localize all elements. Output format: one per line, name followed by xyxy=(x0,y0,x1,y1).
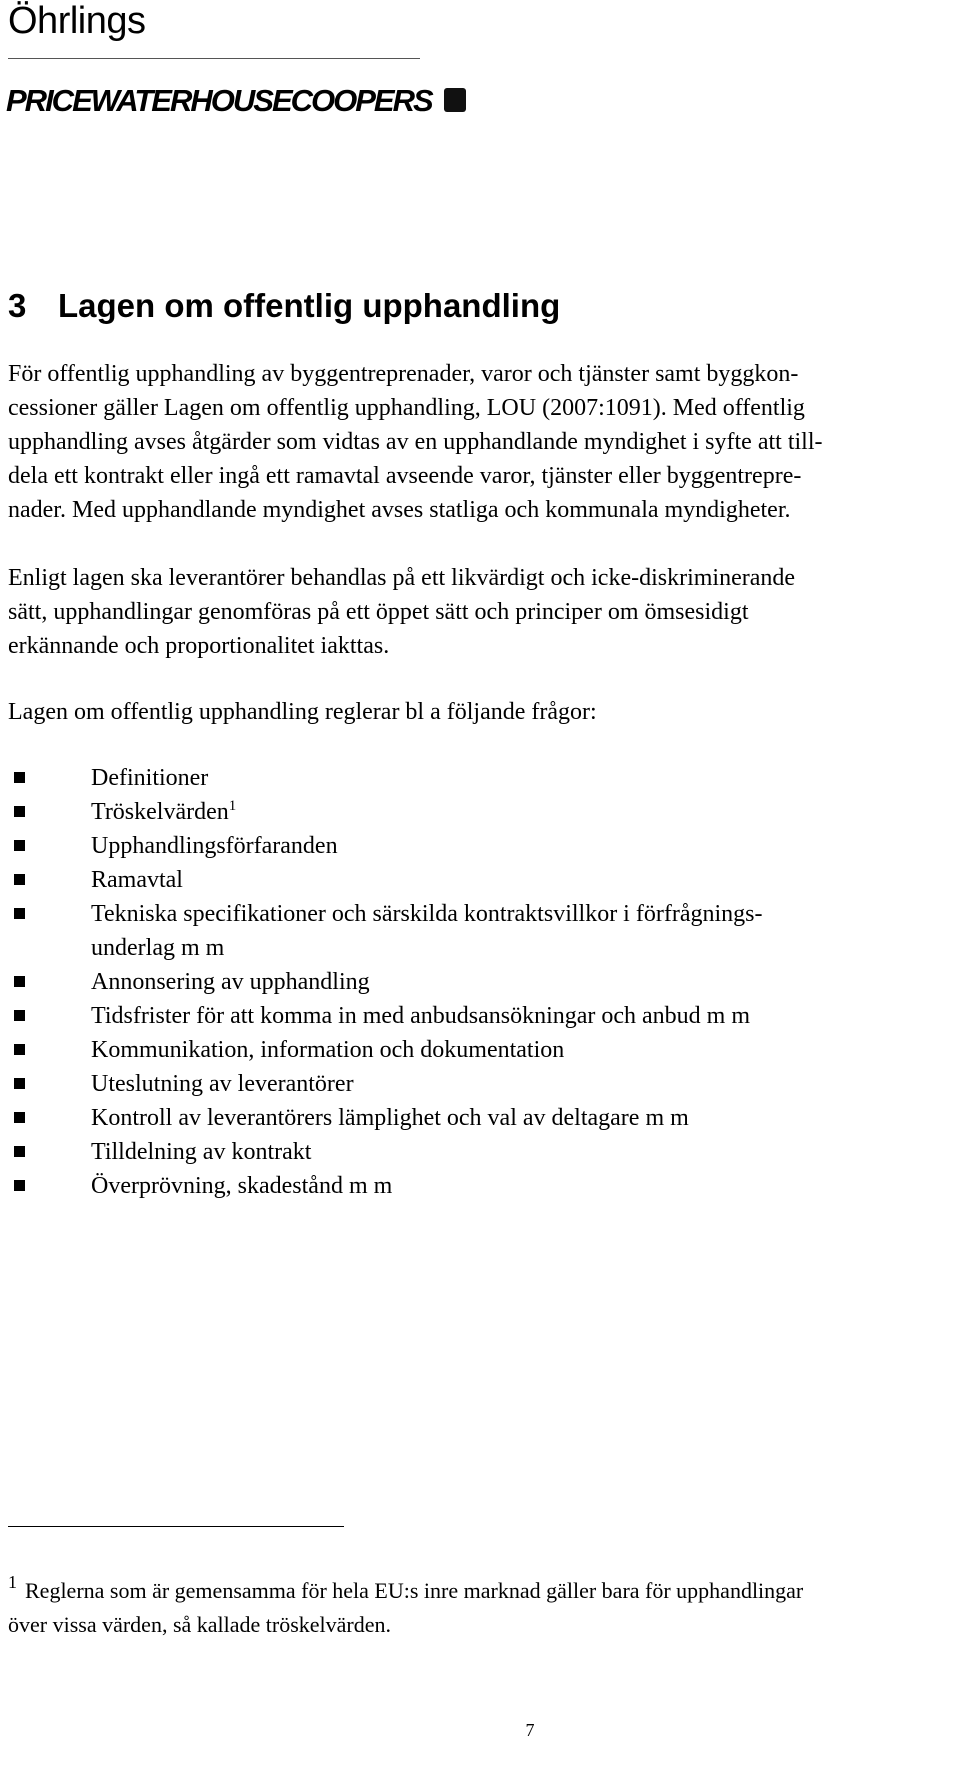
list-item xyxy=(14,829,762,863)
footnote-divider xyxy=(8,1526,344,1527)
footnote xyxy=(8,1574,948,1642)
brand-logo xyxy=(6,78,466,122)
list-item-text: Tilldelning av kontrakt xyxy=(91,1139,312,1165)
list-item-text: Tidsfrister för att komma in med anbudsansökningar och anbud m m xyxy=(91,1003,751,1029)
list-item-text: Tröskelvärden xyxy=(91,799,229,825)
bullet-square-icon xyxy=(14,1146,25,1157)
paragraph-principles xyxy=(8,561,948,663)
footnote-line: över vissa värden, så kallade tröskelvärden. xyxy=(8,1612,392,1637)
section-heading xyxy=(8,286,560,326)
bullet-square-icon xyxy=(14,772,25,783)
list-item-text: Upphandlingsförfaranden xyxy=(91,833,338,859)
paragraph-line: Lagen om offentlig upphandling reglerar bl a följande frågor: xyxy=(8,699,597,725)
list-item xyxy=(14,1033,762,1067)
list-item xyxy=(14,761,762,795)
footnote-reference: 1 xyxy=(228,798,237,814)
brand-divider xyxy=(8,58,420,59)
paragraph-line: sätt, upphandlingar genomföras på ett öppet sätt och principer om ömsesidigt xyxy=(8,599,749,625)
paragraph-line: dela ett kontrakt eller ingå ett ramavtal avseende varor, tjänster eller byggentrepre- xyxy=(8,463,802,489)
list-item-text: Ramavtal xyxy=(91,867,183,893)
bullet-square-icon xyxy=(14,1044,25,1055)
list-item-text: Annonsering av upphandling xyxy=(91,969,370,995)
list-item xyxy=(14,999,762,1033)
paragraph-line: Enligt lagen ska leverantörer behandlas på ett likvärdigt och icke-diskriminerande xyxy=(8,565,796,591)
seal-icon xyxy=(444,88,466,112)
list-item xyxy=(14,1135,762,1169)
paragraph-line: erkännande och proportionalitet iakttas. xyxy=(8,633,390,659)
list-item-text: Kommunikation, information och dokumentation xyxy=(91,1037,565,1063)
brand-ohrlings: Öhrlings xyxy=(8,0,146,42)
bullet-square-icon xyxy=(14,874,25,885)
list-item-text: Överprövning, skadestånd m m xyxy=(91,1173,393,1199)
footnote-text: Reglerna som är gemensamma för hela EU:s inre marknad gäller bara för upphandlingar xyxy=(25,1578,804,1603)
paragraph-line: För offentlig upphandling av byggentreprenader, varor och tjänster samt byggkon- xyxy=(8,361,799,387)
bullet-square-icon xyxy=(14,1180,25,1191)
paragraph-line: upphandling avses åtgärder som vidtas av en upphandlande myndighet i syfte att till- xyxy=(8,429,823,455)
brand-pricewaterhousecoopers: PRICEWATERHOUSECOOPERS xyxy=(6,82,432,118)
bullet-square-icon xyxy=(14,908,25,919)
section-title: Lagen om offentlig upphandling xyxy=(58,287,561,324)
paragraph-intro xyxy=(8,357,948,527)
bullet-square-icon xyxy=(14,1112,25,1123)
bullet-square-icon xyxy=(14,840,25,851)
list-item xyxy=(14,795,762,829)
list-item xyxy=(14,1169,762,1203)
list-item xyxy=(14,1101,762,1135)
paragraph-list-intro xyxy=(8,695,948,729)
paragraph-line: nader. Med upphandlande myndighet avses statliga och kommunala myndigheter. xyxy=(8,497,791,523)
list-item-text: Kontroll av leverantörers lämplighet och val av deltagare m m xyxy=(91,1105,689,1131)
bullet-square-icon xyxy=(14,976,25,987)
list-item-text: Uteslutning av leverantörer xyxy=(91,1071,354,1097)
list-item xyxy=(14,897,762,965)
list-item xyxy=(14,1067,762,1101)
bullet-square-icon xyxy=(14,1078,25,1089)
list-item-text: Tekniska specifikationer och särskilda kontraktsvillkor i förfrågnings- xyxy=(91,901,763,927)
list-item xyxy=(14,863,762,897)
list-item xyxy=(14,965,762,999)
list-item-text: Definitioner xyxy=(91,765,209,791)
paragraph-line: cessioner gäller Lagen om offentlig upphandling, LOU (2007:1091). Med offentlig xyxy=(8,395,805,421)
footnote-mark: 1 xyxy=(8,1572,17,1592)
footnote-line xyxy=(8,1574,948,1608)
bullet-square-icon xyxy=(14,806,25,817)
bullet-square-icon xyxy=(14,1010,25,1021)
list-item-continuation: underlag m m xyxy=(91,935,225,961)
page-number: 7 xyxy=(525,1720,535,1740)
section-number: 3 xyxy=(8,287,27,324)
topics-list xyxy=(14,761,762,1203)
